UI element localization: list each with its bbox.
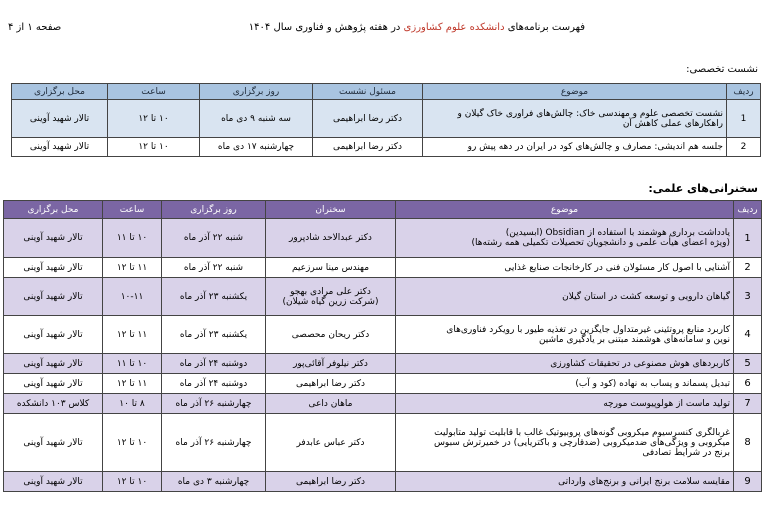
row-time: ۸ تا ۱۰ [103, 394, 162, 414]
row-place: تالار شهید آوینی [4, 316, 103, 354]
row-place: تالار شهید آوینی [4, 219, 103, 258]
row-day: چهارشنبه ۳ دی ماه [162, 472, 266, 492]
column-header: مسئول نشست [313, 84, 423, 100]
row-lead: دکتر رضا ابراهیمی [313, 100, 423, 138]
row-number: 8 [734, 414, 762, 472]
row-speaker: مهندس مینا سرزعیم [266, 258, 396, 278]
column-header: ساعت [108, 84, 200, 100]
table-row [4, 316, 762, 354]
row-place: تالار شهید آوینی [4, 354, 103, 374]
table-header-row [4, 201, 762, 219]
row-day: سه شنبه ۹ دی ماه [200, 100, 313, 138]
table-row [4, 278, 762, 316]
row-speaker: دکتر علی مرادی بهجو (شرکت زرین گیاه شیلان) [266, 278, 396, 316]
row-place: تالار شهید آوینی [4, 374, 103, 394]
table-row [12, 100, 761, 138]
row-time: ۱۰ تا ۱۲ [108, 138, 200, 157]
table-row [4, 354, 762, 374]
row-day: دوشنبه ۲۴ آذر ماه [162, 374, 266, 394]
page-number: صفحه ۱ از ۴ [8, 22, 62, 33]
column-header: سخنران [266, 201, 396, 219]
row-subject: گیاهان دارویی و توسعه کشت در استان گیلان [396, 278, 734, 316]
row-place: تالار شهید آوینی [4, 278, 103, 316]
column-header: موضوع [423, 84, 727, 100]
row-time: ۱۰ تا ۱۲ [108, 100, 200, 138]
table-row [4, 258, 762, 278]
row-number: 1 [727, 100, 761, 138]
row-number: 7 [734, 394, 762, 414]
row-subject: تبدیل پسماند و پساب به نهاده (کود و آب) [396, 374, 734, 394]
row-subject: مقایسه سلامت برنج ایرانی و برنج‌های وارداتی [396, 472, 734, 492]
row-number: 1 [734, 219, 762, 258]
column-header: ساعت [103, 201, 162, 219]
row-place: تالار شهید آوینی [12, 138, 108, 157]
page-header [8, 22, 760, 38]
row-subject: یادداشت برداری هوشمند با استفاده از Obsidian (ابسیدین) (ویژه اعضای هیأت علمی و دانشجویان تحصیلات تکمیلی همه رشته‌ها) [396, 219, 734, 258]
table-row [4, 414, 762, 472]
row-time: ۱۱ تا ۱۲ [103, 258, 162, 278]
row-number: 2 [734, 258, 762, 278]
row-place: تالار شهید آوینی [12, 100, 108, 138]
table-row [4, 219, 762, 258]
row-day: چهارشنبه ۱۷ دی ماه [200, 138, 313, 157]
row-subject: نشست تخصصی علوم و مهندسی خاک: چالش‌های فراوری خاک گیلان و راهکارهای عملی کاهش آن [423, 100, 727, 138]
row-number: 2 [727, 138, 761, 157]
faculty-name: دانشکده علوم کشاورزی [403, 22, 505, 33]
row-time: ۱۱ تا ۱۲ [103, 316, 162, 354]
row-number: 5 [734, 354, 762, 374]
row-time: ۱۰ تا ۱۱ [103, 354, 162, 374]
row-day: چهارشنبه ۲۶ آذر ماه [162, 394, 266, 414]
column-header: روز برگزاری [162, 201, 266, 219]
row-speaker: دکتر ریحان محصصی [266, 316, 396, 354]
table-row [4, 394, 762, 414]
row-subject: جلسه هم اندیشی: مصارف و چالش‌های کود در ایران در دهه پیش رو [423, 138, 727, 157]
row-number: 4 [734, 316, 762, 354]
lectures-table [3, 200, 762, 492]
row-day: شنبه ۲۲ آذر ماه [162, 219, 266, 258]
specialized-sessions-table [11, 83, 761, 157]
row-speaker: دکتر رضا ابراهیمی [266, 374, 396, 394]
column-header: محل برگزاری [12, 84, 108, 100]
row-time: ۱۰ تا ۱۲ [103, 472, 162, 492]
column-header: ردیف [727, 84, 761, 100]
row-place: تالار شهید آوینی [4, 414, 103, 472]
row-time: ۱۱ تا ۱۲ [103, 374, 162, 394]
row-day: یکشنبه ۲۳ آذر ماه [162, 278, 266, 316]
row-day: شنبه ۲۲ آذر ماه [162, 258, 266, 278]
row-speaker: دکتر عباس عابدفر [266, 414, 396, 472]
row-place: تالار شهید آوینی [4, 472, 103, 492]
row-day: دوشنبه ۲۴ آذر ماه [162, 354, 266, 374]
row-subject: کاربردهای هوش مصنوعی در تحقیقات کشاورزی [396, 354, 734, 374]
table-row [12, 138, 761, 157]
column-header: روز برگزاری [200, 84, 313, 100]
row-time: ۱۰ تا ۱۱ [103, 219, 162, 258]
row-subject: کاربرد منابع پروتئینی غیرمتداول جایگزین در تغذیه طیور با رویکرد فناوری‌های نوین و سامانه‌های هوشمند مبتنی بر یادگیری ماشین [396, 316, 734, 354]
section-specialized-sessions-label: نشست تخصصی: [686, 64, 758, 75]
page-title: فهرست برنامه‌های دانشکده علوم کشاورزی در هفته پژوهش و فناوری سال ۱۴۰۴ [248, 22, 585, 33]
row-day: چهارشنبه ۲۶ آذر ماه [162, 414, 266, 472]
table-header-row [12, 84, 761, 100]
table-row [4, 472, 762, 492]
column-header: موضوع [396, 201, 734, 219]
row-number: 9 [734, 472, 762, 492]
row-place: کلاس ۱۰۳ دانشکده [4, 394, 103, 414]
row-lead: دکتر رضا ابراهیمی [313, 138, 423, 157]
row-speaker: ماهان داعی [266, 394, 396, 414]
row-speaker: دکتر رضا ابراهیمی [266, 472, 396, 492]
column-header: ردیف [734, 201, 762, 219]
row-time: ۱۰ تا ۱۲ [103, 414, 162, 472]
row-number: 6 [734, 374, 762, 394]
row-subject: آشنایی با اصول کار مسئولان فنی در کارخانجات صنایع غذایی [396, 258, 734, 278]
row-subject: تولید ماست از هولوپیوست مورچه [396, 394, 734, 414]
row-time: ۱۰-۱۱ [103, 278, 162, 316]
row-subject: غربالگری کنسرسیوم میکروبی گونه‌های پروبیوتیک غالب با قابلیت تولید متابولیت میکروبی و ویژگی‌های ضدمیکروبی (ضدقارچی و باکتریایی) در خمیرترش سبوس برنج در شرایط تصادفی [396, 414, 734, 472]
row-speaker: دکتر نیلوفر آقائی‌پور [266, 354, 396, 374]
section-lectures-label: سخنرانی‌های علمی: [648, 182, 758, 195]
column-header: محل برگزاری [4, 201, 103, 219]
table-row [4, 374, 762, 394]
row-place: تالار شهید آوینی [4, 258, 103, 278]
row-number: 3 [734, 278, 762, 316]
row-day: یکشنبه ۲۳ آذر ماه [162, 316, 266, 354]
row-speaker: دکتر عبدالاحد شادپرور [266, 219, 396, 258]
